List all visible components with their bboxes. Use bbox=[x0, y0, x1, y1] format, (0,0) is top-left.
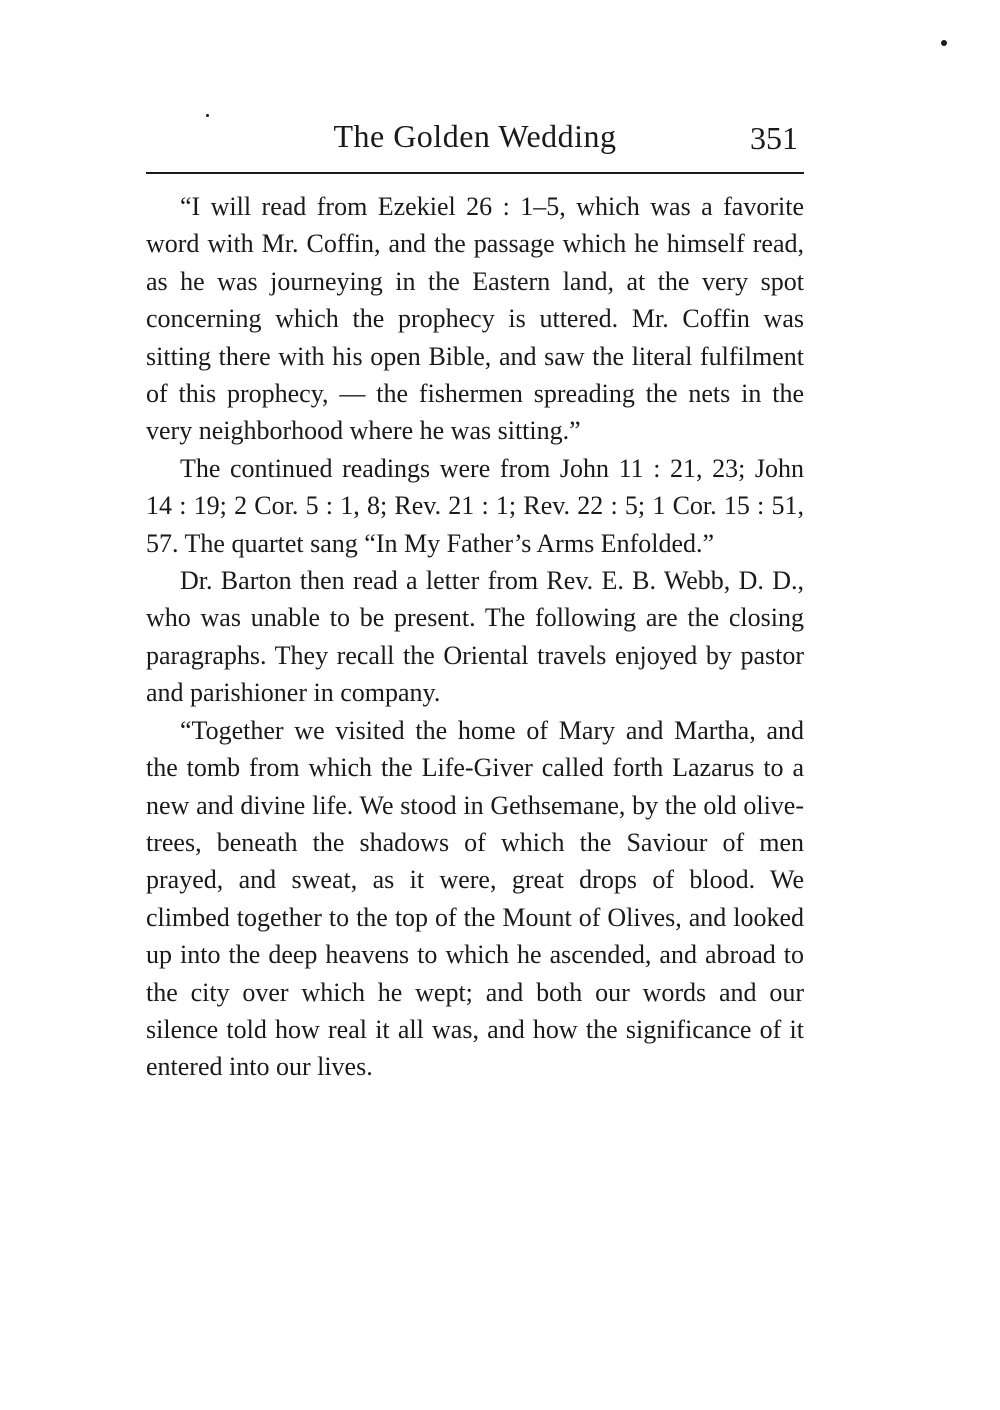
paragraph: “Together we visited the home of Mary and Martha, and the tomb from which the Life-Giver called forth Lazarus to a new and divine life. We stood in Gethsemane, by the old olive-trees, beneath the shadows of which the Saviour of men prayed, and sweat, as it were, great drops of blood. We climbed together to the top of the Mount of Olives, and looked up into the deep heavens to which he ascended, and abroad to the city over which he wept; and both our words and our silence told how real it all was, and how the significance of it entered into our lives. bbox=[146, 715, 804, 1082]
running-title: The Golden Wedding bbox=[333, 118, 617, 154]
page-number: 351 bbox=[750, 120, 798, 156]
header-rule bbox=[146, 172, 804, 174]
body-text bbox=[146, 188, 804, 1086]
ink-speck bbox=[941, 40, 947, 46]
page-header bbox=[146, 118, 804, 164]
paragraph: Dr. Barton then read a letter from Rev. E. B. Webb, D. D., who was unable to be present. The following are the closing paragraphs. They recall the Oriental travels enjoyed by pastor and parishioner in company. bbox=[146, 566, 804, 708]
paragraph: The continued readings were from John 11 : 21, 23; John 14 : 19; 2 Cor. 5 : 1, 8; Rev. 21 : 1; Rev. 22 : 5; 1 Cor. 15 : 51, 57. The quartet sang “In My Father’s Arms Enfolded.” bbox=[146, 453, 804, 558]
ink-speck bbox=[206, 114, 209, 117]
paragraph: “I will read from Ezekiel 26 : 1–5, which was a favorite word with Mr. Coffin, and the passage which he himself read, as he was journeying in the Eastern land, at the very spot concerning which the prophecy is uttered. Mr. Coffin was sitting there with his open Bible, and saw the literal fulfilment of this prophecy, — the fishermen spreading the nets in the very neighborhood where he was sitting.” bbox=[146, 192, 804, 446]
